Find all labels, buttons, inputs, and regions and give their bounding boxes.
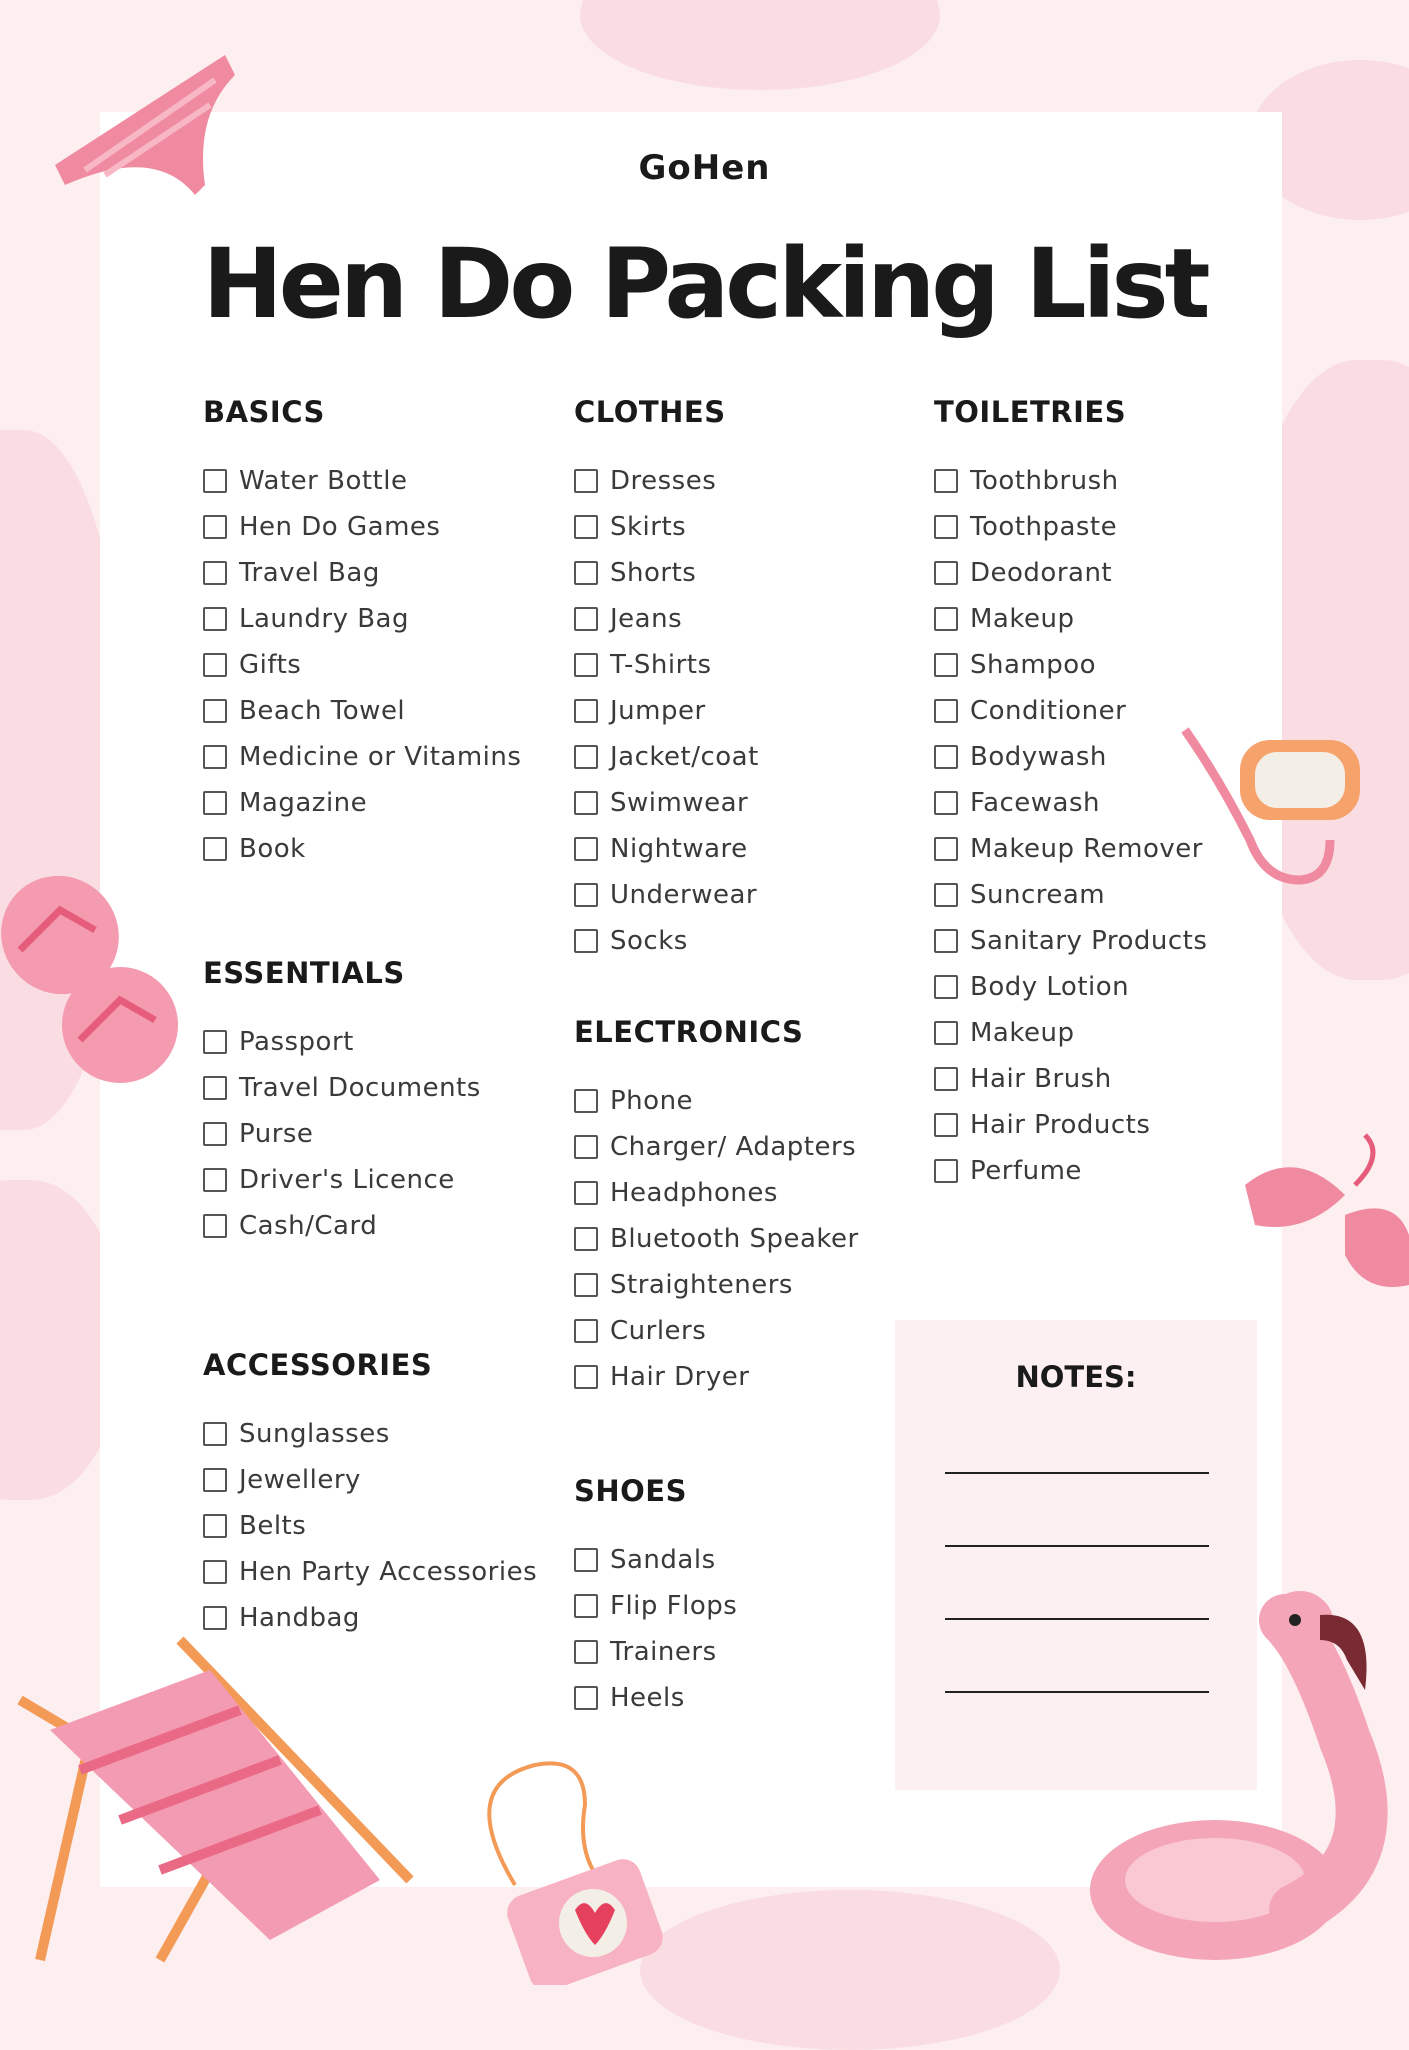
checklist-item-label: Jumper [610, 696, 706, 726]
checklist-item [934, 688, 1207, 734]
checklist-item [203, 1457, 537, 1503]
checkbox[interactable] [203, 1468, 227, 1492]
checklist-item [203, 780, 521, 826]
checklist-item-label: Suncream [970, 880, 1106, 910]
checklist-item [203, 550, 521, 596]
checklist-item [574, 1170, 859, 1216]
section-toiletries [934, 392, 1207, 1194]
checklist-item [203, 504, 521, 550]
notes-heading: NOTES: [1015, 1360, 1137, 1394]
checkbox[interactable] [934, 745, 958, 769]
checkbox[interactable] [934, 791, 958, 815]
bg-blob [580, 0, 940, 90]
checkbox[interactable] [203, 607, 227, 631]
checklist [934, 458, 1207, 1194]
section-accessories [203, 1345, 537, 1641]
checkbox[interactable] [574, 745, 598, 769]
checklist-item-label: Jewellery [239, 1465, 361, 1495]
checklist-item-label: Swimwear [610, 788, 749, 818]
checklist-item-label: Shampoo [970, 650, 1097, 680]
checklist-item [574, 1262, 859, 1308]
checklist-item [574, 688, 759, 734]
checkbox[interactable] [934, 653, 958, 677]
checkbox[interactable] [203, 561, 227, 585]
checklist-item-label: T-Shirts [610, 650, 712, 680]
checkbox[interactable] [574, 469, 598, 493]
checklist-item-label: Underwear [610, 880, 758, 910]
checkbox[interactable] [574, 1365, 598, 1389]
checkbox[interactable] [934, 1021, 958, 1045]
checklist-item-label: Deodorant [970, 558, 1113, 588]
checkbox[interactable] [934, 1113, 958, 1137]
checklist-item-label: Book [239, 834, 306, 864]
checklist-item [203, 458, 521, 504]
checkbox[interactable] [574, 1640, 598, 1664]
section-essentials [203, 953, 481, 1249]
checkbox[interactable] [574, 1273, 598, 1297]
checklist-item-label: Toothbrush [970, 466, 1119, 496]
checklist-item [203, 1411, 537, 1457]
checkbox[interactable] [934, 561, 958, 585]
checkbox[interactable] [934, 469, 958, 493]
checklist-item-label: Curlers [610, 1316, 707, 1346]
checkbox[interactable] [934, 699, 958, 723]
checkbox[interactable] [934, 1159, 958, 1183]
checklist-item [934, 918, 1207, 964]
checklist-item-label: Water Bottle [239, 466, 408, 496]
checklist-item [574, 1124, 859, 1170]
checklist-item [574, 1629, 737, 1675]
checklist-item [203, 1203, 481, 1249]
checklist-item [574, 596, 759, 642]
camera-icon [455, 1745, 695, 1985]
checklist-item [934, 1010, 1207, 1056]
checklist-item-label: Gifts [239, 650, 302, 680]
checklist-item [574, 1675, 737, 1721]
checkbox[interactable] [203, 1122, 227, 1146]
checklist-item-label: Passport [239, 1027, 354, 1057]
checklist-item-label: Socks [610, 926, 688, 956]
checkbox[interactable] [203, 1422, 227, 1446]
checklist-item [203, 642, 521, 688]
checklist-item [934, 596, 1207, 642]
checklist-item [203, 1157, 481, 1203]
checklist-item-label: Sunglasses [239, 1419, 390, 1449]
checklist-item [203, 688, 521, 734]
checklist-item-label: Shorts [610, 558, 697, 588]
checklist-item-label: Travel Bag [239, 558, 380, 588]
checklist-item-label: Handbag [239, 1603, 360, 1633]
checkbox[interactable] [574, 791, 598, 815]
checkbox[interactable] [203, 1214, 227, 1238]
checklist [574, 1537, 737, 1721]
section-electronics [574, 1012, 859, 1400]
checklist-item-label: Hen Do Games [239, 512, 441, 542]
checklist-item [934, 734, 1207, 780]
checklist-item-label: Sandals [610, 1545, 716, 1575]
checkbox[interactable] [574, 929, 598, 953]
checklist-item [934, 458, 1207, 504]
checkbox[interactable] [574, 515, 598, 539]
checkbox[interactable] [574, 883, 598, 907]
checklist-item [203, 1549, 537, 1595]
deck-chair-icon [10, 1630, 430, 1970]
checklist-item [934, 1148, 1207, 1194]
checklist-item-label: Makeup Remover [970, 834, 1203, 864]
checkbox[interactable] [934, 883, 958, 907]
checklist-item [574, 1308, 859, 1354]
checkbox[interactable] [203, 699, 227, 723]
checklist-item-label: Phone [610, 1086, 694, 1116]
checklist-item [934, 1056, 1207, 1102]
checklist-item [934, 1102, 1207, 1148]
checklist-item-label: Charger/ Adapters [610, 1132, 857, 1162]
checklist-item [203, 1503, 537, 1549]
checklist-item [574, 872, 759, 918]
section-heading: CLOTHES [574, 395, 726, 429]
checkbox[interactable] [574, 699, 598, 723]
section-clothes [574, 392, 759, 964]
checklist [203, 1019, 481, 1249]
section-heading: BASICS [203, 395, 325, 429]
section-heading: ESSENTIALS [203, 956, 405, 990]
checklist-item-label: Facewash [970, 788, 1101, 818]
checklist-item-label: Flip Flops [610, 1591, 738, 1621]
checkbox[interactable] [203, 837, 227, 861]
checkbox[interactable] [203, 1560, 227, 1584]
checklist-item-label: Nightware [610, 834, 748, 864]
checklist-item [934, 780, 1207, 826]
checklist-item [574, 1354, 859, 1400]
checklist-item-label: Heels [610, 1683, 685, 1713]
flamingo-float-icon [1085, 1580, 1409, 1980]
checklist-item [574, 734, 759, 780]
checklist-item-label: Belts [239, 1511, 307, 1541]
section-heading: ACCESSORIES [203, 1348, 433, 1382]
checkbox[interactable] [934, 515, 958, 539]
checklist-item-label: Bluetooth Speaker [610, 1224, 859, 1254]
checkbox[interactable] [934, 975, 958, 999]
checklist-item-label: Sanitary Products [970, 926, 1208, 956]
checkbox[interactable] [574, 561, 598, 585]
section-heading: SHOES [574, 1474, 688, 1508]
checkbox[interactable] [934, 837, 958, 861]
bikini-bottom-icon [45, 35, 245, 205]
checklist-item-label: Purse [239, 1119, 314, 1149]
section-heading: TOILETRIES [934, 395, 1127, 429]
checklist-item [934, 964, 1207, 1010]
checklist-item-label: Headphones [610, 1178, 778, 1208]
checklist-item [203, 596, 521, 642]
checklist-item [574, 826, 759, 872]
checkbox[interactable] [203, 1168, 227, 1192]
checkbox[interactable] [574, 1089, 598, 1113]
checklist-item-label: Straighteners [610, 1270, 793, 1300]
checklist-item [203, 734, 521, 780]
notes-line[interactable] [945, 1545, 1209, 1547]
checkbox[interactable] [203, 469, 227, 493]
checkbox[interactable] [203, 1514, 227, 1538]
checklist-item [574, 780, 759, 826]
checklist-item-label: Conditioner [970, 696, 1127, 726]
checkbox[interactable] [203, 653, 227, 677]
checklist-item-label: Skirts [610, 512, 687, 542]
checklist-item [574, 642, 759, 688]
checklist-item-label: Hen Party Accessories [239, 1557, 538, 1587]
checklist [574, 458, 759, 964]
page-title: Hen Do Packing List [202, 228, 1207, 340]
checklist-item [574, 1216, 859, 1262]
checklist-item [574, 918, 759, 964]
checklist-item-label: Beach Towel [239, 696, 406, 726]
checklist-item-label: Makeup [970, 604, 1075, 634]
checklist-item [203, 1019, 481, 1065]
snorkel-mask-icon [1180, 720, 1380, 890]
checklist-item [574, 458, 759, 504]
checklist [574, 1078, 859, 1400]
checkbox[interactable] [934, 1067, 958, 1091]
checklist-item [934, 504, 1207, 550]
section-shoes [574, 1471, 737, 1721]
checkbox[interactable] [574, 1594, 598, 1618]
checklist-item [203, 1065, 481, 1111]
checklist-item-label: Hair Dryer [610, 1362, 750, 1392]
checkbox[interactable] [203, 1030, 227, 1054]
checklist-item [574, 550, 759, 596]
checklist-item-label: Trainers [610, 1637, 717, 1667]
checklist-item [203, 826, 521, 872]
brand-logo: GoHen [638, 148, 771, 188]
flip-flops-icon [0, 870, 200, 1090]
checklist [203, 1411, 537, 1641]
checklist-item [574, 1537, 737, 1583]
checklist-item [574, 1078, 859, 1124]
checklist-item [934, 826, 1207, 872]
bikini-top-icon [1235, 1125, 1409, 1325]
checkbox[interactable] [574, 1181, 598, 1205]
checkbox[interactable] [203, 1606, 227, 1630]
checklist-item-label: Hair Brush [970, 1064, 1112, 1094]
bg-blob [640, 1890, 1060, 2050]
checkbox[interactable] [574, 653, 598, 677]
checklist-item-label: Jeans [610, 604, 683, 634]
checklist-item [574, 504, 759, 550]
checklist [203, 458, 521, 872]
checklist-item-label: Cash/Card [239, 1211, 378, 1241]
checklist-item [934, 872, 1207, 918]
checkbox[interactable] [203, 1076, 227, 1100]
checklist-item-label: Bodywash [970, 742, 1107, 772]
checklist-item [934, 550, 1207, 596]
checkbox[interactable] [574, 837, 598, 861]
checklist-item-label: Hair Products [970, 1110, 1151, 1140]
section-heading: ELECTRONICS [574, 1015, 804, 1049]
checklist-item-label: Perfume [970, 1156, 1082, 1186]
checkbox[interactable] [574, 607, 598, 631]
checkbox[interactable] [574, 1319, 598, 1343]
notes-line[interactable] [945, 1472, 1209, 1474]
checkbox[interactable] [203, 745, 227, 769]
checklist-item-label: Dresses [610, 466, 717, 496]
checkbox[interactable] [574, 1686, 598, 1710]
checklist-item [934, 642, 1207, 688]
checkbox[interactable] [203, 515, 227, 539]
section-basics [203, 392, 521, 872]
checklist-item-label: Laundry Bag [239, 604, 409, 634]
checkbox[interactable] [574, 1135, 598, 1159]
checklist-item-label: Body Lotion [970, 972, 1130, 1002]
checklist-item-label: Magazine [239, 788, 368, 818]
checklist-item [203, 1111, 481, 1157]
checklist-item-label: Travel Documents [239, 1073, 481, 1103]
checklist-item-label: Toothpaste [970, 512, 1118, 542]
checkbox[interactable] [934, 607, 958, 631]
checkbox[interactable] [934, 929, 958, 953]
checklist-item-label: Driver's Licence [239, 1165, 455, 1195]
checklist-item-label: Makeup [970, 1018, 1075, 1048]
checklist-item-label: Medicine or Vitamins [239, 742, 522, 772]
checkbox[interactable] [574, 1548, 598, 1572]
checklist-item-label: Jacket/coat [610, 742, 759, 772]
checkbox[interactable] [574, 1227, 598, 1251]
checklist-item [574, 1583, 737, 1629]
checkbox[interactable] [203, 791, 227, 815]
